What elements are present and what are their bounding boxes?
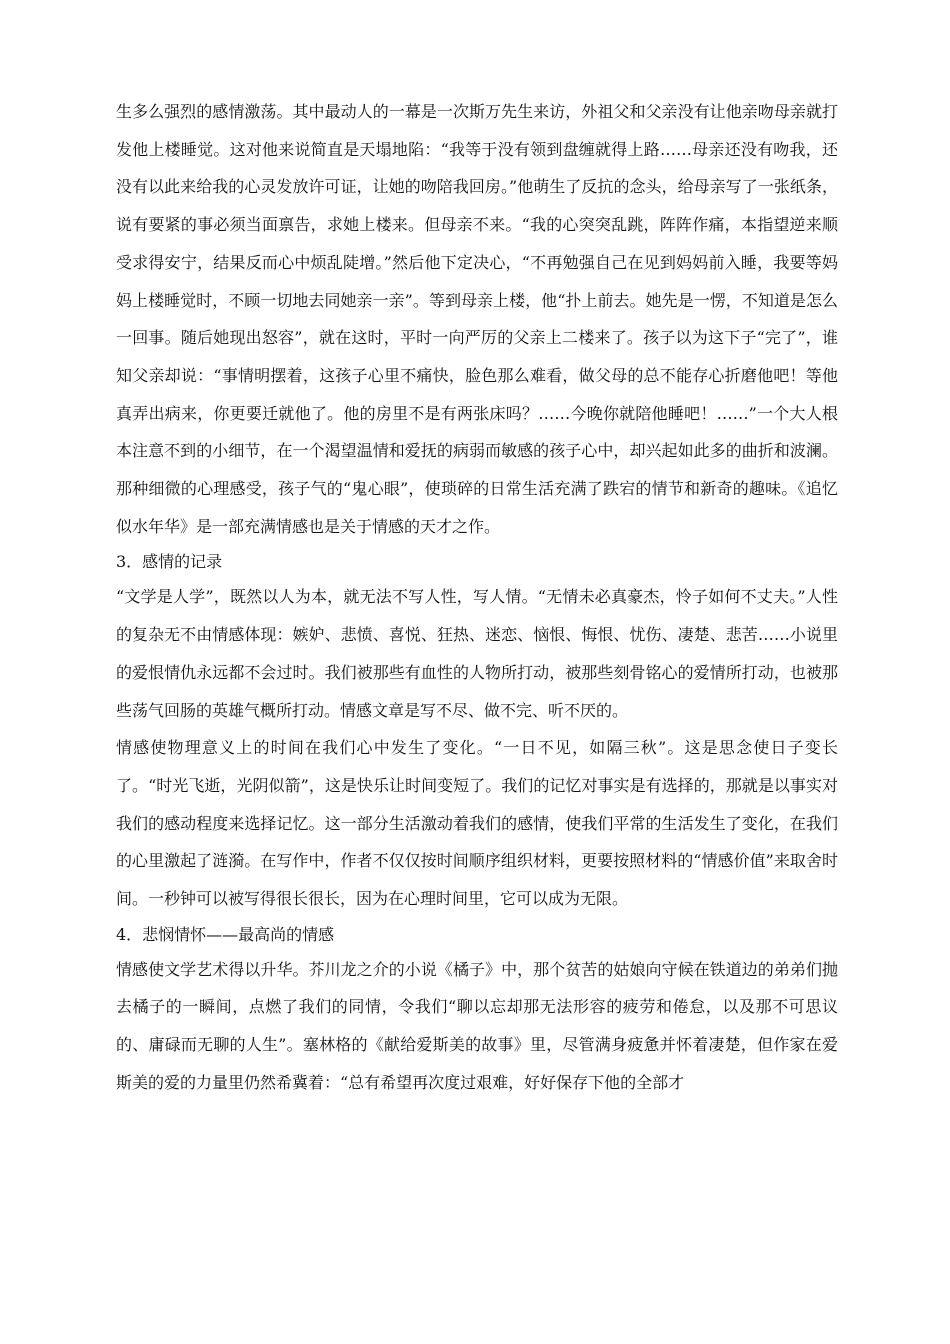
- document-body: [116, 93, 838, 1102]
- paragraph-proust-episode: 生多么强烈的感情激荡。其中最动人的一幕是一次斯万先生来访，外祖父和父亲没有让他亲吻母亲就打发他上楼睡觉。这对他来说简直是天塌地陷：“我等于没有领到盘缠就得上路……母亲还没有吻我，还没有以此来给我的心灵发放许可证，让她的吻陪我回房。”他萌生了反抗的念头，给母亲写了一张纸条，说有要紧的事必须当面禀告，求她上楼来。但母亲不来。“我的心突突乱跳，阵阵作痛，本指望逆来顺受求得安宁，结果反而心中烦乱陡增。”然后他下定决心，“不再勉强自己在见到妈妈前入睡，我要等妈妈上楼睡觉时，不顾一切地去同她亲一亲”。等到母亲上楼，他“扑上前去。她先是一愣，不知道是怎么一回事。随后她现出怒容”，就在这时，平时一向严厉的父亲上二楼来了。孩子以为这下子“完了”，谁知父亲却说：“事情明摆着，这孩子心里不痛快，脸色那么难看，做父母的总不能存心折磨他吧！等他真弄出病来，你更要迁就他了。他的房里不是有两张床吗？……今晚你就陪他睡吧！……”一个大人根本注意不到的小细节，在一个渴望温情和爱抚的病弱而敏感的孩子心中，却兴起如此多的曲折和波澜。那种细微的心理感受，孩子气的“鬼心眼”，使琐碎的日常生活充满了跌宕的情节和新奇的趣味。《追忆似水年华》是一部充满情感也是关于情感的天才之作。: [116, 102, 838, 536]
- section-heading-4: 4．悲悯情怀——最高尚的情感: [116, 924, 335, 944]
- paragraph-compassion: 情感使文学艺术得以升华。芥川龙之介的小说《橘子》中，那个贫苦的姑娘向守候在铁道边的弟弟们抛去橘子的一瞬间，点燃了我们的同情，令我们“聊以忘却那无法形容的疲劳和倦怠，以及那不可思议的、庸碌而无聊的人生”。塞林格的《献给爱斯美的故事》里，尽管满身疲惫并怀着凄楚，但作家在爱斯美的爱的力量里仍然希冀着：“总有希望再次度过艰难，好好保存下他的全部才: [116, 959, 838, 1092]
- section-heading-3: 3．感情的记录: [116, 552, 223, 572]
- paragraph-time-emotion: 情感使物理意义上的时间在我们心中发生了变化。“一日不见，如隔三秋”。这是思念使日子变长了。“时光飞逝，光阴似箭”，这是快乐让时间变短了。我们的记忆对事实是有选择的，那就是以事实对我们的感动程度来选择记忆。这一部分生活激动着我们的感情，使我们平常的生活发生了变化，在我们的心里激起了涟漪。在写作中，作者不仅仅按时间顺序组织材料，更要按照材料的“情感价值”来取舍时间。一秒钟可以被写得很长很长，因为在心理时间里，它可以成为无限。: [116, 738, 838, 909]
- paragraph-literature-humanity: “文学是人学”，既然以人为本，就无法不写人性，写人情。“无情未必真豪杰，怜子如何不丈夫。”人性的复杂无不由情感体现：嫉妒、悲愤、喜悦、狂热、迷恋、恼恨、悔恨、忧伤、凄楚、悲苦……小说里的爱恨情仇永远都不会过时。我们被那些有血性的人物所打动，被那些刻骨铭心的爱情所打动，也被那些荡气回肠的英雄气概所打动。情感文章是写不尽、做不完、听不厌的。: [116, 587, 838, 720]
